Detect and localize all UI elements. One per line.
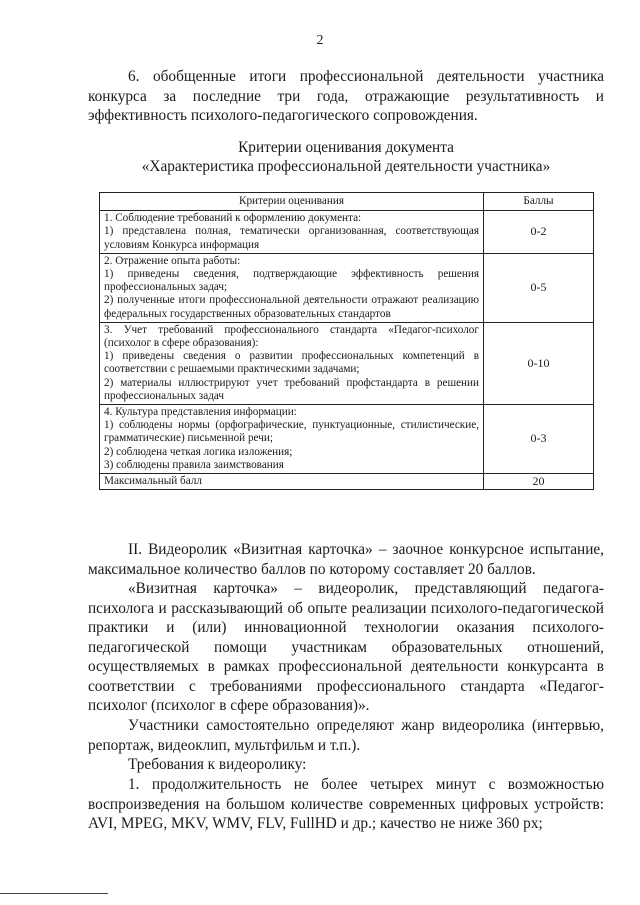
footnote-separator (0, 893, 108, 894)
requirements-title: Требования к видеоролику: (128, 756, 307, 773)
criterion-item: 2) соблюдена четкая логика изложения; (104, 445, 293, 458)
criterion-title: 4. Культура представления информации: (104, 406, 297, 419)
max-score-label: Максимальный балл (100, 474, 484, 490)
points-column-header: Баллы (484, 193, 594, 211)
table-row (100, 253, 594, 322)
criterion-item: 2) материалы иллюстрируют учет требований профстандарта в решении профессиональных задач (104, 376, 479, 402)
criterion-item: 1) представлена полная, тематически организованная, соответствующая условиям Конкурса информация (104, 225, 479, 251)
points-cell: 0-3 (484, 405, 594, 474)
page-number: 2 (316, 33, 324, 48)
criterion-item: 1) приведены сведения о развитии профессиональных компетенций в соответствии с решаемыми практическими задачами; (104, 350, 479, 376)
table-row (100, 322, 594, 404)
criteria-heading-line1: Критерии оценивания документа (238, 139, 454, 156)
table-total-row (100, 474, 594, 490)
criteria-column-header: Критерии оценивания (100, 193, 484, 211)
points-cell: 0-10 (484, 322, 594, 404)
table-row (100, 405, 594, 474)
criterion-cell (100, 405, 484, 474)
criterion-item: 1) приведены сведения, подтверждающие эффективность решения профессиональных задач; (104, 268, 479, 294)
intro-item-6: 6. обобщенные итоги профессиональной деятельности участника конкурса за последние три года, отражающие результативность и эффективность психолого-педагогического сопровождения. (88, 68, 604, 124)
criterion-title: 3. Учет требований профессионального стандарта «Педагог-психолог (психолог в сфере образования): (104, 323, 479, 350)
criteria-table (99, 192, 594, 490)
criterion-item: 3) соблюдены правила заимствования (104, 458, 284, 471)
video-intro-paragraph: II. Видеоролик «Визитная карточка» – заочное конкурсное испытание, максимальное количество баллов по которому составляет 20 баллов. (88, 541, 604, 578)
criterion-title: 2. Отражение опыта работы: (104, 254, 241, 267)
max-score-value: 20 (484, 474, 594, 490)
criterion-cell (100, 253, 484, 322)
genre-paragraph: Участники самостоятельно определяют жанр видеоролика (интервью, репортаж, видеоклип, мультфильм и т.п.). (88, 717, 604, 754)
criterion-title: 1. Соблюдение требований к оформлению документа: (104, 212, 362, 225)
points-cell: 0-5 (484, 253, 594, 322)
table-row (100, 211, 594, 254)
requirement-item-1: 1. продолжительность не более четырех минут с возможностью воспроизведения на большом количестве современных цифровых устройств: AVI, MPEG, MKV, WMV, FLV, FullHD и др.; качество не ниже 360 px; (88, 776, 604, 832)
criterion-item: 2) полученные итоги профессиональной деятельности отражают реализацию федеральных государственных образовательных стандартов (104, 294, 479, 320)
criteria-heading-line2: «Характеристика профессиональной деятельности участника» (141, 158, 551, 175)
criterion-item: 1) соблюдены нормы (орфографические, пунктуационные, стилистические, грамматические) письменной речи; (104, 419, 479, 445)
video-description-paragraph: «Визитная карточка» – видеоролик, представляющий педагога-психолога и рассказывающий об опыте реализации психолого-педагогической практики и (или) инновационной технологии оказания психолого-педагогической помощи участникам образовательных отношений, осуществляемых в рамках профессиональной деятельности конкурсанта в соответствии с требованиями профессионального стандарта «Педагог-психолог (психолог в сфере образования)». (88, 580, 604, 714)
criterion-cell (100, 322, 484, 404)
points-cell: 0-2 (484, 211, 594, 254)
table-header-row (100, 193, 594, 211)
criterion-cell (100, 211, 484, 254)
